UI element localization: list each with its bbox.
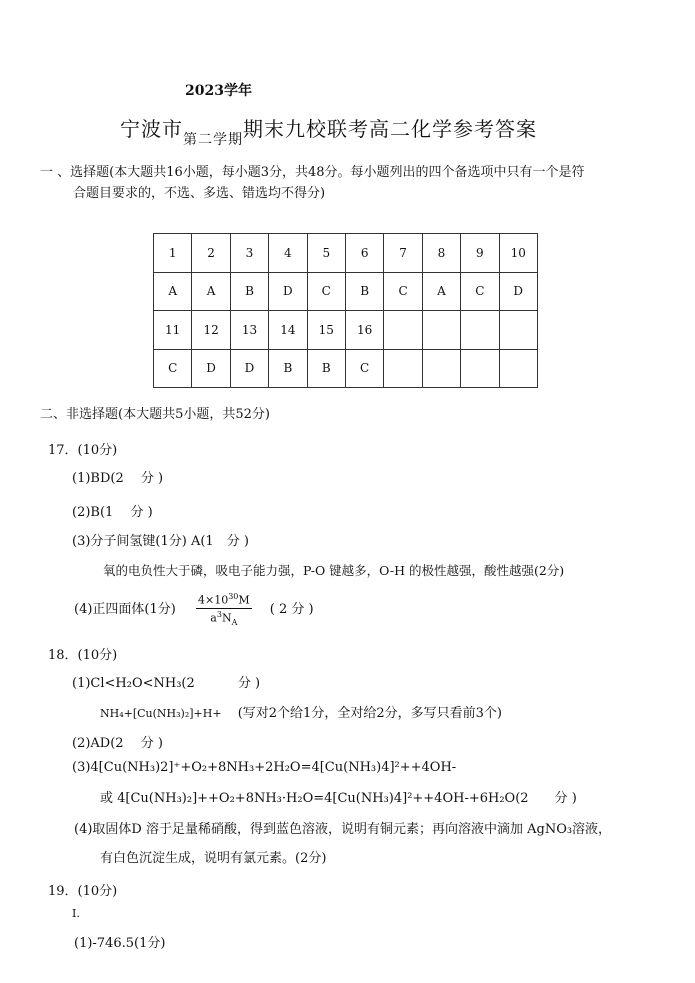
answer-table-cell: 5 bbox=[307, 234, 345, 273]
answer-table-cell: B bbox=[345, 272, 383, 311]
answer-table-row bbox=[154, 272, 538, 311]
answer-table bbox=[153, 233, 538, 388]
answer-table-cell bbox=[384, 311, 422, 350]
q18-part2: (2)AD(2 分 ) bbox=[72, 736, 163, 751]
answer-table-cell: C bbox=[154, 349, 192, 388]
section1-line1: 一 、选择题(本大题共16小题，每小题3分，共48分。每小题列出的四个备选项中只有一个是符 bbox=[40, 165, 585, 180]
title-suffix: 期末九校联考高二化学参考答案 bbox=[243, 117, 537, 141]
q18-part1-formula bbox=[100, 702, 502, 721]
density-fraction bbox=[196, 592, 252, 627]
answer-table-cell: A bbox=[422, 272, 460, 311]
q19-roman: I. bbox=[72, 907, 80, 920]
answer-table-cell: 3 bbox=[230, 234, 268, 273]
q18-formula-note: (写对2个给1分，全对给2分，多写只看前3个) bbox=[237, 706, 502, 721]
answer-table-cell: B bbox=[230, 272, 268, 311]
answer-table-cell: D bbox=[269, 272, 307, 311]
year-label: 2023学年 bbox=[185, 83, 252, 99]
section2-heading: 二、非选择题(本大题共5小题，共52分) bbox=[40, 407, 270, 422]
fraction-numerator: $4\times 10^{30}M$ bbox=[197, 592, 250, 607]
answer-table-cell: D bbox=[230, 349, 268, 388]
answer-table-row bbox=[154, 349, 538, 388]
answer-table-cell: 13 bbox=[230, 311, 268, 350]
section1-line2: 合题目要求的，不选、多选、错选均不得分) bbox=[73, 186, 326, 201]
answer-table-cell: 8 bbox=[422, 234, 460, 273]
answer-table-cell: 9 bbox=[461, 234, 499, 273]
answer-table-cell: A bbox=[192, 272, 230, 311]
q18-part4: (4)取固体D 溶于足量稀硝酸，得到蓝色溶液，说明有铜元素；再向溶液中滴加 AgNO₃溶液， bbox=[74, 822, 612, 837]
answer-table-cell: B bbox=[269, 349, 307, 388]
q17-part2: (2)B(1 分 ) bbox=[72, 505, 153, 520]
answer-table-cell: C bbox=[345, 349, 383, 388]
answer-table-cell bbox=[384, 349, 422, 388]
q17-part3-explanation: 氧的电负性大于磷，吸电子能力强，P-O 键越多，O-H 的极性越强，酸性越强(2分) bbox=[103, 563, 565, 578]
q17-part4-answer: (4)正四面体(1分) bbox=[74, 601, 176, 617]
answer-table-cell: 12 bbox=[192, 311, 230, 350]
answer-table-cell: D bbox=[192, 349, 230, 388]
answer-table-cell: A bbox=[154, 272, 192, 311]
q18-heading: 18．(10分) bbox=[48, 648, 118, 663]
fraction-denominator: $a^3N_A$ bbox=[210, 609, 238, 627]
answer-table-cell: 11 bbox=[154, 311, 192, 350]
q18-part3-alt: 或 4[Cu(NH₃)₂]++O₂+8NH₃·H₂O=4[Cu(NH₃)4]²++4OH-+6H₂O(2 分 ) bbox=[100, 791, 577, 806]
q17-part1: (1)BD(2 分 ) bbox=[72, 471, 164, 486]
answer-table-cell: 2 bbox=[192, 234, 230, 273]
title-prefix: 宁波市 bbox=[120, 117, 183, 141]
answer-table-cell bbox=[461, 311, 499, 350]
answer-table-cell: B bbox=[307, 349, 345, 388]
answer-table-cell: C bbox=[384, 272, 422, 311]
q18-formula-text: NH₄+[Cu(NH₃)₂]+H+ bbox=[100, 707, 222, 720]
q19-heading: 19．(10分) bbox=[48, 884, 118, 899]
title-sub: 第二学期 bbox=[183, 132, 243, 148]
answer-table-cell: 7 bbox=[384, 234, 422, 273]
answer-table-cell bbox=[499, 311, 537, 350]
answer-table-cell bbox=[422, 349, 460, 388]
answer-table-cell: 4 bbox=[269, 234, 307, 273]
page-title bbox=[120, 113, 537, 148]
answer-table-cell: C bbox=[461, 272, 499, 311]
answer-table-row bbox=[154, 234, 538, 273]
q18-part3: (3)4[Cu(NH₃)2]⁺+O₂+8NH₃+2H₂O=4[Cu(NH₃)4]²++4OH- bbox=[72, 760, 457, 775]
q18-part1: (1)Cl<H₂O<NH₃(2 分 ) bbox=[72, 676, 261, 691]
q17-part3: (3)分子间氢键(1分) A(1 分 ) bbox=[72, 534, 249, 549]
q19-part1: (1)-746.5(1分) bbox=[74, 936, 166, 951]
answer-table-cell: 10 bbox=[499, 234, 537, 273]
q17-heading: 17．(10分) bbox=[48, 443, 118, 458]
answer-table-cell bbox=[461, 349, 499, 388]
section1-instructions bbox=[40, 162, 660, 204]
answer-table-cell: D bbox=[499, 272, 537, 311]
q17-part4 bbox=[74, 592, 314, 627]
answer-table-cell: 14 bbox=[269, 311, 307, 350]
answer-table-cell: 6 bbox=[345, 234, 383, 273]
q18-part4-cont: 有白色沉淀生成，说明有氯元素。(2分) bbox=[100, 851, 327, 866]
answer-table-cell: C bbox=[307, 272, 345, 311]
answer-table-cell bbox=[422, 311, 460, 350]
answer-table-row bbox=[154, 311, 538, 350]
answer-table-cell: 15 bbox=[307, 311, 345, 350]
answer-table-cell: 1 bbox=[154, 234, 192, 273]
answer-table-cell bbox=[499, 349, 537, 388]
q17-part4-score: ( 2 分 ) bbox=[269, 601, 314, 617]
answer-table-cell: 16 bbox=[345, 311, 383, 350]
